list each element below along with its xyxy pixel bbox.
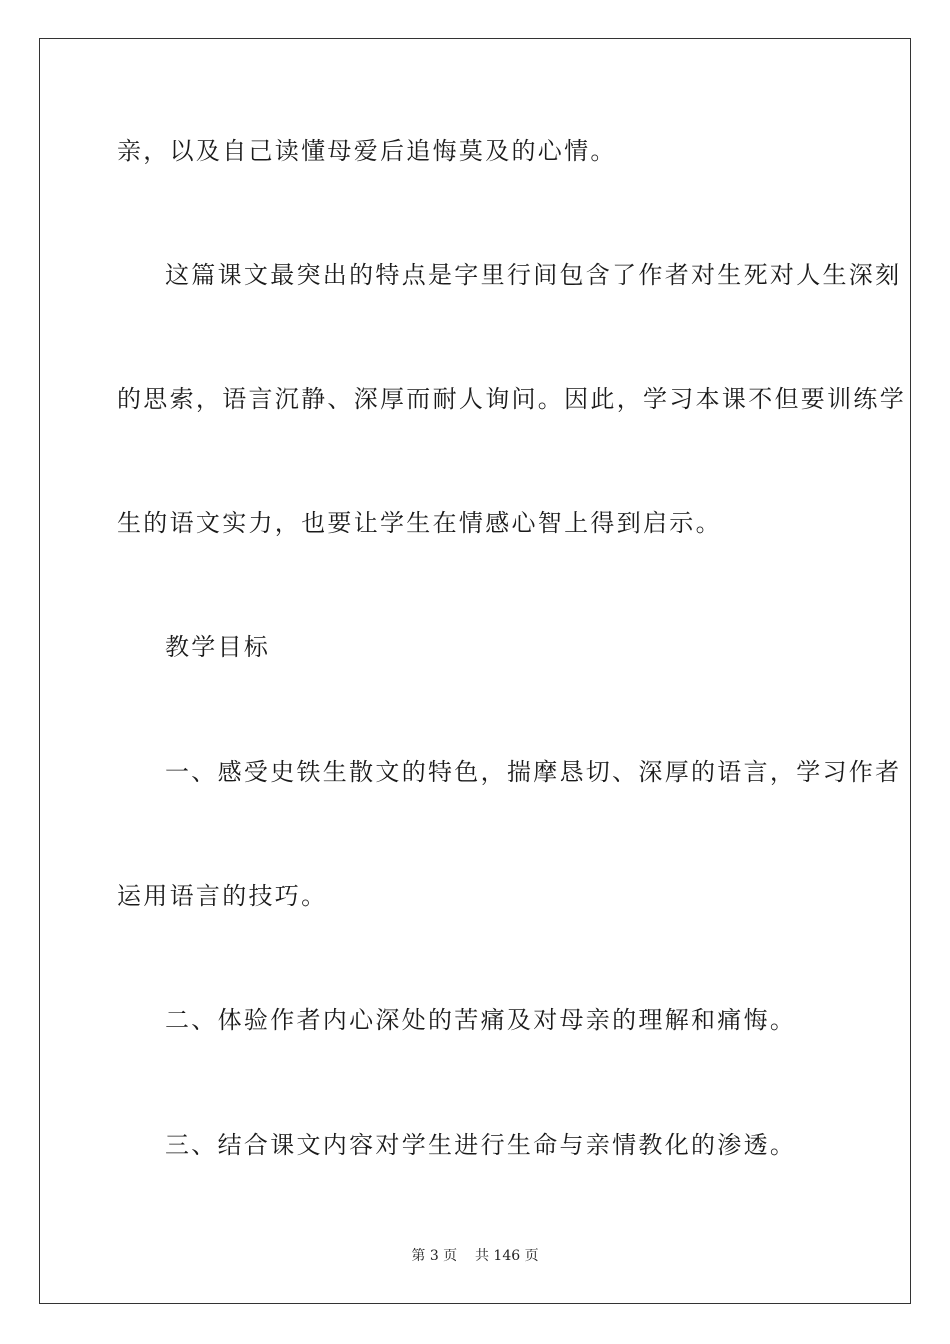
paragraph-line: 三、结合课文内容对学生进行生命与亲情教化的渗透。 <box>165 1131 797 1159</box>
paragraph-line: 的思索，语言沉静、深厚而耐人询问。因此，学习本课不但要训练学 <box>117 385 906 413</box>
page-border <box>39 38 911 1304</box>
paragraph-line: 一、感受史铁生散文的特色，揣摩恳切、深厚的语言，学习作者 <box>165 758 902 786</box>
paragraph-line: 这篇课文最突出的特点是字里行间包含了作者对生死对人生深刻 <box>165 261 902 289</box>
section-heading: 教学目标 <box>165 633 271 661</box>
paragraph-line: 亲，以及自己读懂母爱后追悔莫及的心情。 <box>117 137 617 165</box>
paragraph-line: 运用语言的技巧。 <box>117 882 328 910</box>
page-number-footer: 第 3 页 共 146 页 <box>411 1248 539 1264</box>
paragraph-line: 生的语文实力，也要让学生在情感心智上得到启示。 <box>117 509 722 537</box>
paragraph-line: 二、体验作者内心深处的苦痛及对母亲的理解和痛悔。 <box>165 1006 797 1034</box>
